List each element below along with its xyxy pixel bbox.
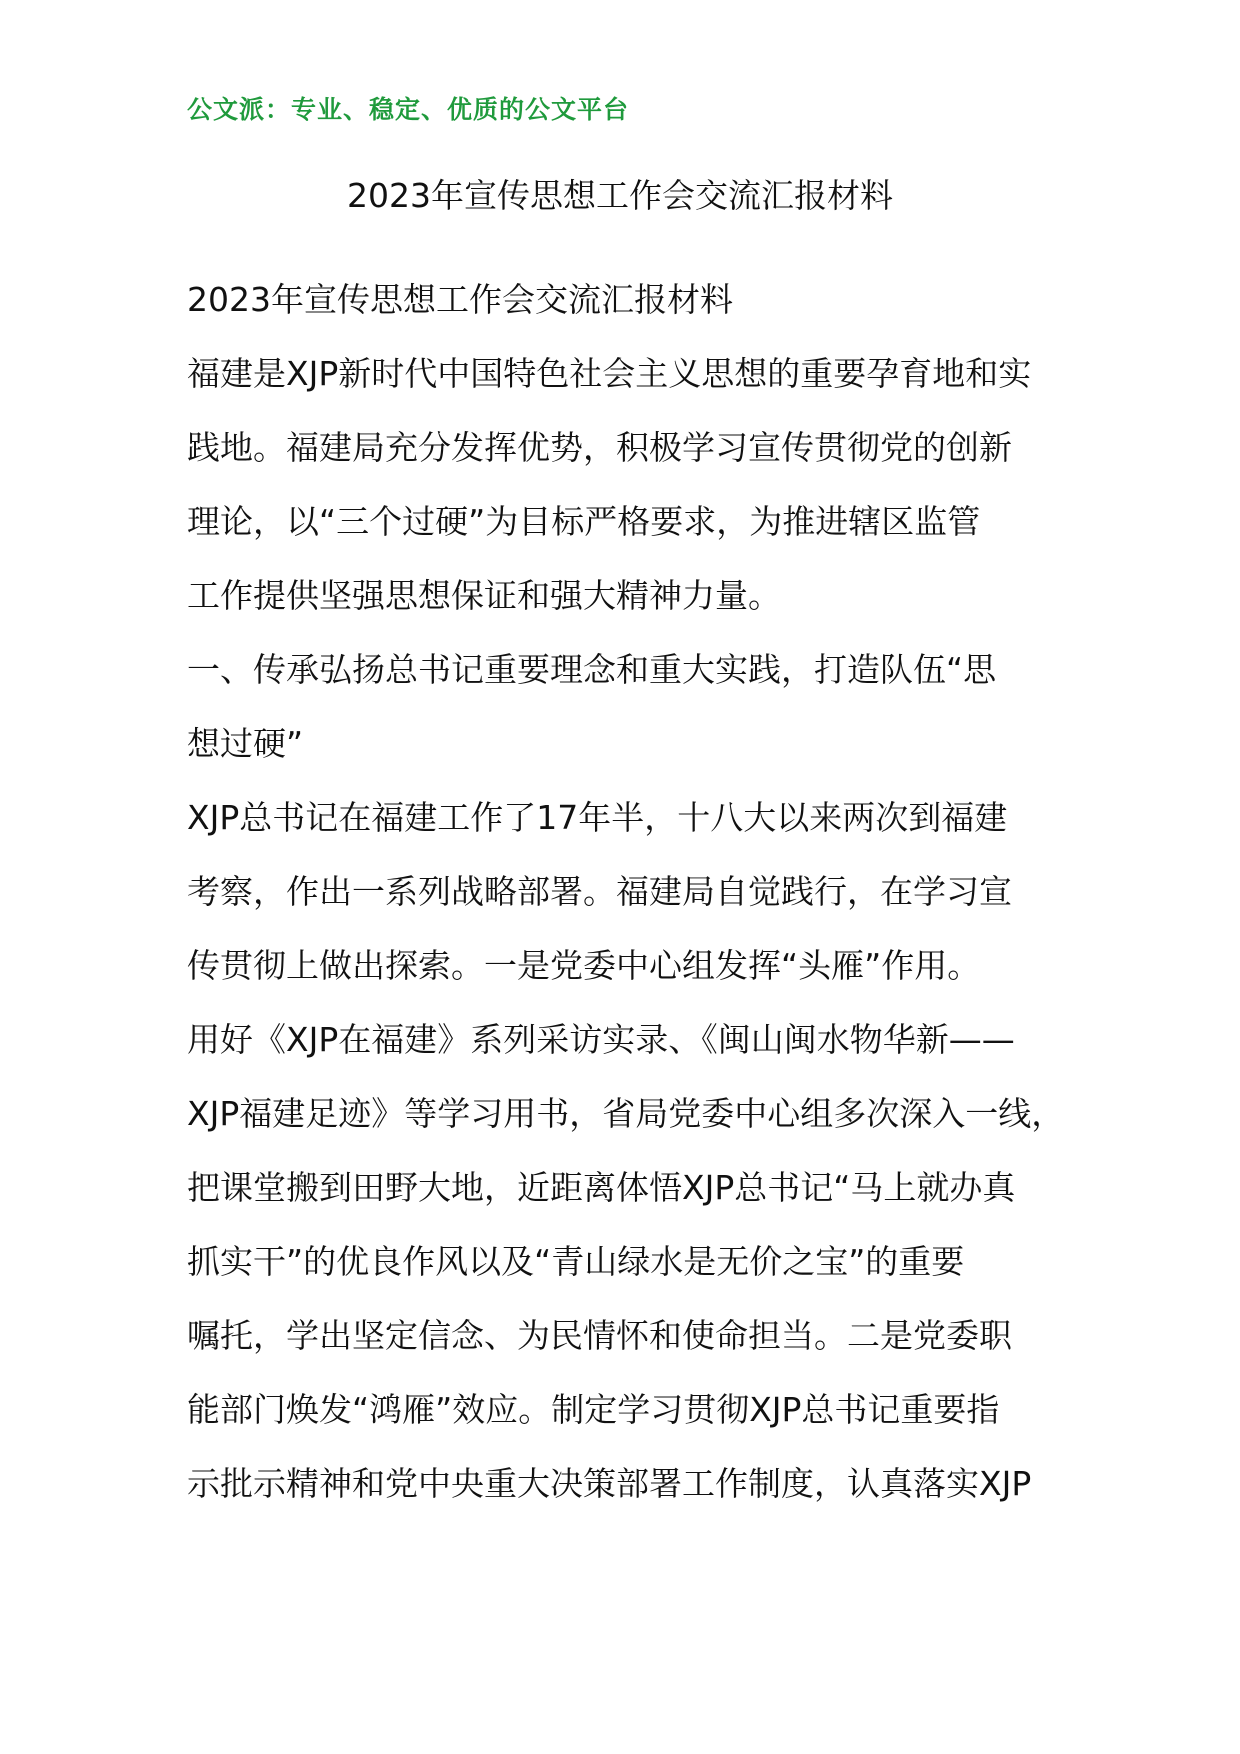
paragraph-line: 理论，以“三个过硬”为目标严格要求，为推进辖区监管 [187, 502, 981, 541]
paragraph-line: 示批示精神和党中央重大决策部署工作制度，认真落实XJP [187, 1464, 1032, 1503]
paragraph-line: 嘱托，学出坚定信念、为民情怀和使命担当。二是党委职 [187, 1316, 1012, 1355]
intro-paragraph [187, 337, 1067, 633]
paragraph-line: 福建是XJP新时代中国特色社会主义思想的重要孕育地和实 [187, 354, 1032, 393]
paragraph-line: 践地。福建局充分发挥优势，积极学习宣传贯彻党的创新 [187, 428, 1012, 467]
paragraph-line: XJP福建足迹》等学习用书，省局党委中心组多次深入一线， [187, 1094, 1065, 1133]
paragraph-line: 能部门焕发“鸿雁”效应。制定学习贯彻XJP总书记重要指 [187, 1390, 1000, 1429]
subtitle-line: 2023年宣传思想工作会交流汇报材料 [187, 280, 733, 319]
document-subtitle [187, 263, 1067, 337]
paragraph-line: XJP总书记在福建工作了17年半，十八大以来两次到福建 [187, 798, 1008, 837]
brand-header: 公文派：专业、稳定、优质的公文平台 [187, 95, 630, 124]
document-title: 2023年宣传思想工作会交流汇报材料 [347, 176, 893, 215]
document-body [187, 263, 1067, 1521]
paragraph-line: 传贯彻上做出探索。一是党委中心组发挥“头雁”作用。 [187, 946, 981, 985]
paragraph-line: 把课堂搬到田野大地，近距离体悟XJP总书记“马上就办真 [187, 1168, 1016, 1207]
section-paragraph [187, 781, 1067, 1521]
heading-line: 一、传承弘扬总书记重要理念和重大实践，打造队伍“思 [187, 650, 997, 689]
heading-line: 想过硬” [187, 724, 304, 763]
paragraph-line: 用好《XJP在福建》系列采访实录、《闽山闽水物华新—— [187, 1020, 1015, 1059]
section-heading [187, 633, 1067, 781]
paragraph-line: 工作提供坚强思想保证和强大精神力量。 [187, 576, 781, 615]
paragraph-line: 抓实干”的优良作风以及“青山绿水是无价之宝”的重要 [187, 1242, 965, 1281]
paragraph-line: 考察，作出一系列战略部署。福建局自觉践行，在学习宣 [187, 872, 1012, 911]
